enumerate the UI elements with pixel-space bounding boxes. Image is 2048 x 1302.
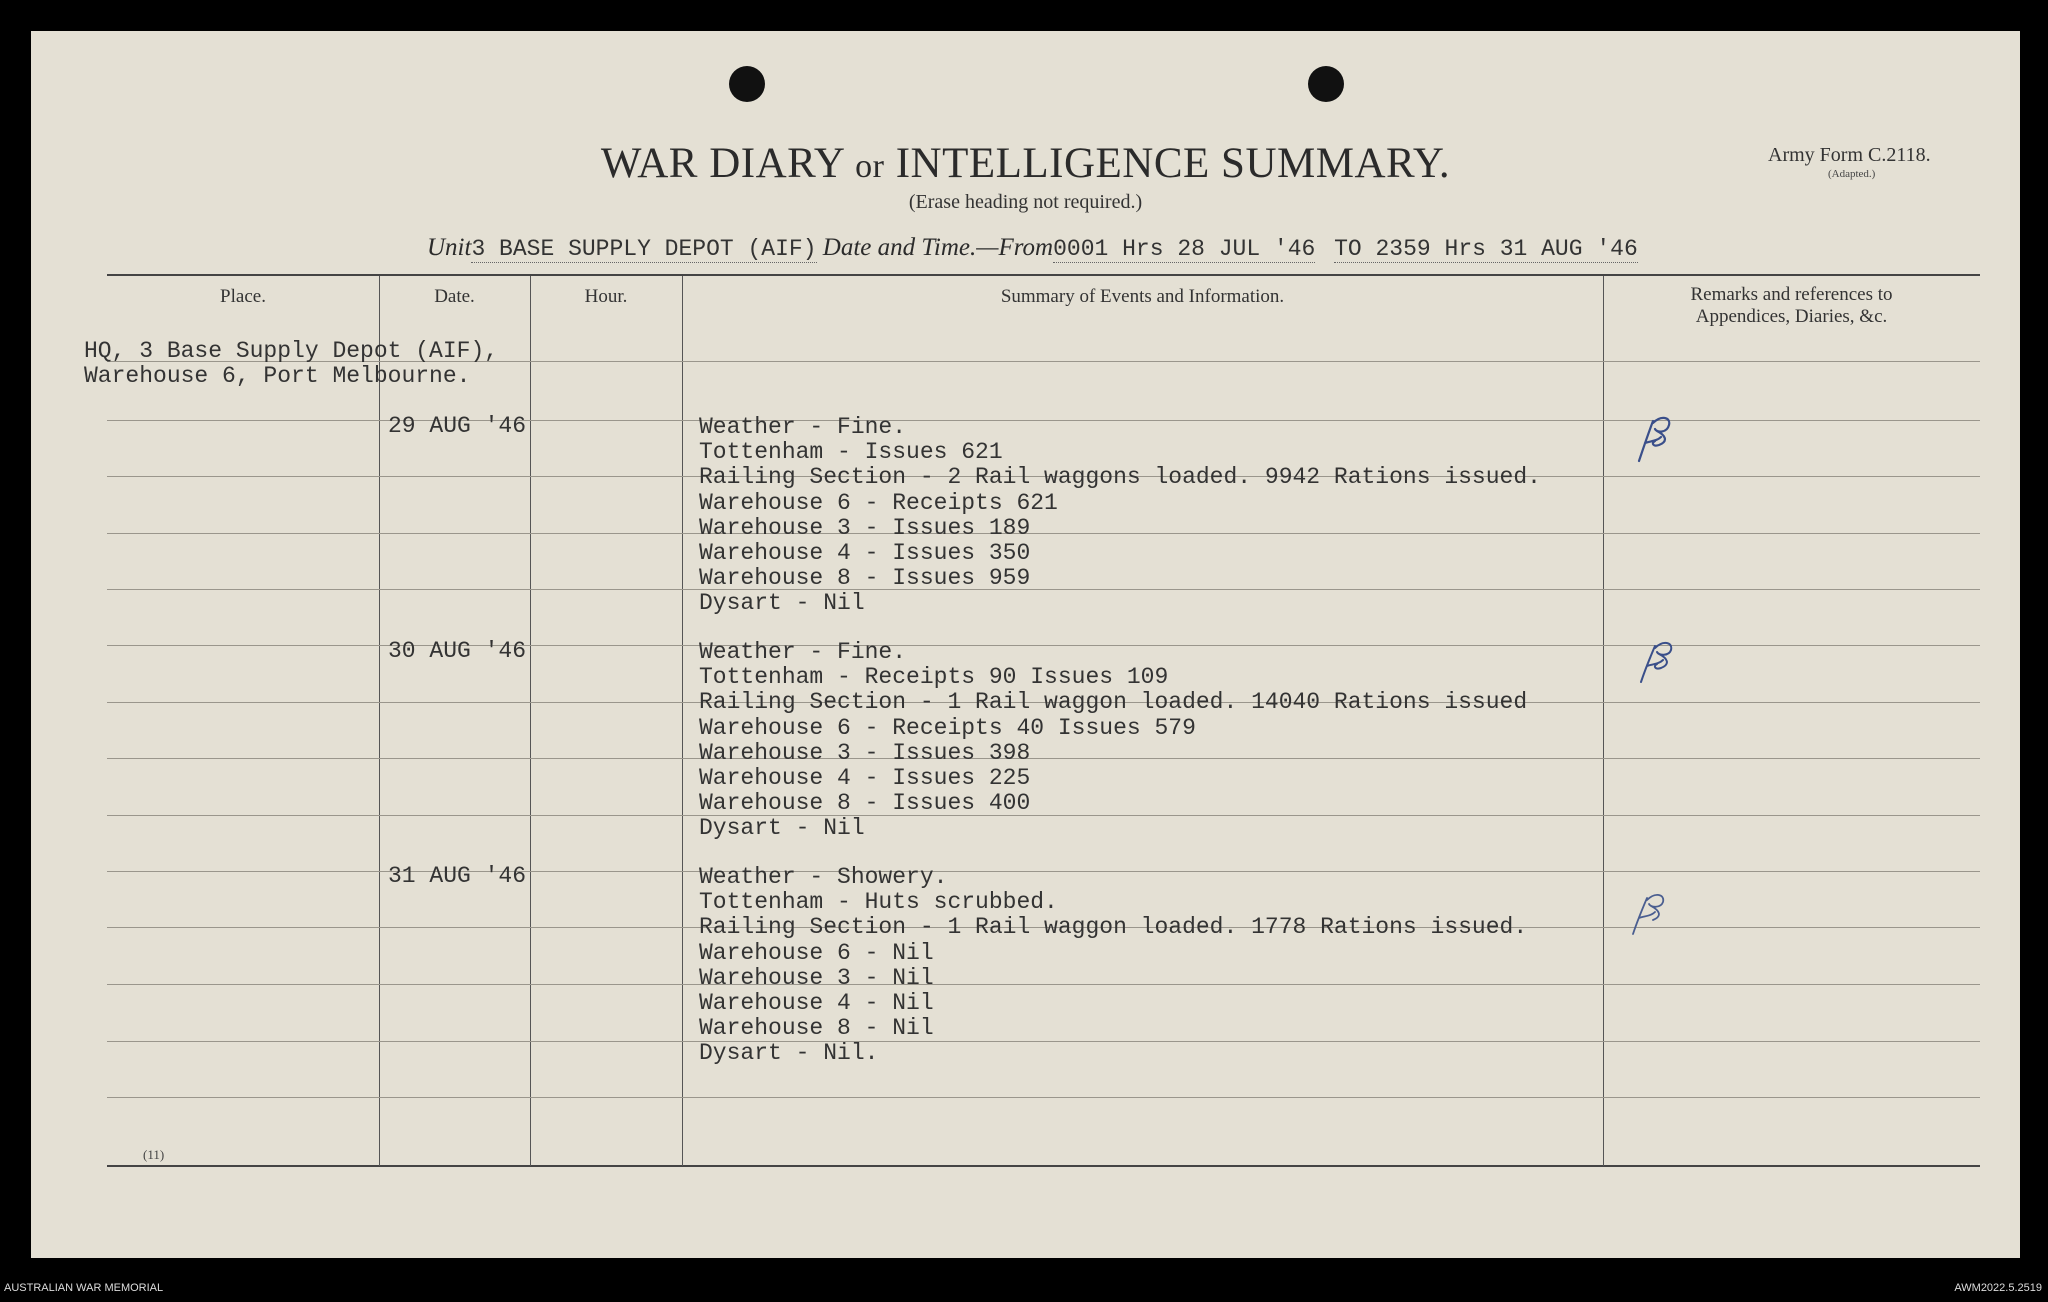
to-value: TO 2359 Hrs 31 AUG '46 bbox=[1334, 236, 1638, 262]
summary-line: Dysart - Nil. bbox=[699, 1040, 879, 1067]
from-value: 0001 Hrs 28 JUL '46 bbox=[1053, 236, 1316, 262]
table-top-rule bbox=[107, 274, 1980, 276]
column-header-summary: Summary of Events and Information. bbox=[1000, 286, 1285, 307]
summary-line: Warehouse 4 - Issues 350 bbox=[699, 539, 1031, 566]
summary-line: Weather - Fine. bbox=[699, 639, 907, 665]
summary-line: Warehouse 3 - Issues 398 bbox=[699, 739, 1031, 766]
summary-line: Railing Section - 2 Rail waggons loaded. 9942 Rations issued. bbox=[699, 464, 1541, 491]
table-bottom-rule bbox=[107, 1165, 1980, 1167]
page-title bbox=[31, 139, 2020, 188]
summary-line: Warehouse 6 - Nil bbox=[699, 939, 934, 966]
unit-value: 3 BASE SUPPLY DEPOT (AIF) bbox=[471, 236, 817, 262]
initials-mark bbox=[1629, 886, 1673, 938]
initials-mark bbox=[1637, 634, 1681, 686]
ruled-line bbox=[107, 1097, 1980, 1098]
column-header-remarks bbox=[1603, 284, 1980, 328]
summary-line: Warehouse 8 - Issues 400 bbox=[699, 790, 1031, 817]
army-form-label: Army Form C.2118. bbox=[1768, 144, 1931, 166]
summary-line: Railing Section - 1 Rail waggon loaded. 14040 Rations issued bbox=[699, 689, 1528, 716]
summary-line: Tottenham - Issues 621 bbox=[699, 439, 1003, 466]
initials-mark bbox=[1635, 411, 1679, 463]
entry-summary-3 bbox=[699, 865, 1527, 1067]
summary-line: Warehouse 4 - Nil bbox=[699, 989, 934, 1016]
entry-date-1: 29 AUG '46 bbox=[388, 413, 527, 439]
column-divider-date bbox=[530, 276, 531, 1166]
unit-line bbox=[427, 234, 1638, 262]
summary-line: Dysart - Nil bbox=[699, 815, 865, 842]
entry-date-3: 31 AUG '46 bbox=[388, 863, 527, 889]
remarks-header-line1: Remarks and references to bbox=[1690, 284, 1893, 305]
entry-summary-2 bbox=[699, 640, 1527, 842]
column-divider-place bbox=[379, 276, 380, 1166]
erase-note: (Erase heading not required.) bbox=[908, 191, 1143, 213]
place-line-1: HQ, 3 Base Supply Depot (AIF), bbox=[84, 338, 499, 364]
summary-line: Warehouse 8 - Nil bbox=[699, 1015, 934, 1042]
summary-line: Warehouse 4 - Issues 225 bbox=[699, 764, 1031, 791]
remarks-header-line2: Appendices, Diaries, &c. bbox=[1695, 306, 1888, 327]
summary-line: Tottenham - Receipts 90 Issues 109 bbox=[699, 664, 1169, 691]
punch-hole-right bbox=[1308, 66, 1344, 102]
column-divider-summary bbox=[1603, 276, 1604, 1166]
summary-line: Railing Section - 1 Rail waggon loaded. 1778 Rations issued. bbox=[699, 914, 1528, 941]
summary-line: Warehouse 6 - Receipts 40 Issues 579 bbox=[699, 714, 1196, 741]
summary-line: Warehouse 8 - Issues 959 bbox=[699, 565, 1031, 592]
title-or: or bbox=[855, 148, 885, 185]
summary-line: Warehouse 6 - Receipts 621 bbox=[699, 489, 1058, 516]
unit-label: Unit bbox=[427, 234, 472, 261]
place-line-2: Warehouse 6, Port Melbourne. bbox=[84, 363, 471, 389]
summary-line: Weather - Showery. bbox=[699, 864, 948, 890]
adapted-label: (Adapted.) bbox=[1828, 168, 1876, 180]
summary-line: Warehouse 3 - Nil bbox=[699, 964, 934, 991]
punch-hole-left bbox=[729, 66, 765, 102]
entry-summary-1 bbox=[699, 415, 1541, 617]
entry-date-2: 30 AUG '46 bbox=[388, 638, 527, 664]
title-part-b: INTELLIGENCE SUMMARY. bbox=[895, 140, 1451, 187]
summary-line: Tottenham - Huts scrubbed. bbox=[699, 889, 1058, 916]
summary-line: Weather - Fine. bbox=[699, 414, 907, 440]
column-divider-hour bbox=[682, 276, 683, 1166]
title-part-a: WAR DIARY bbox=[600, 140, 844, 187]
summary-line: Dysart - Nil bbox=[699, 590, 865, 617]
form-number: (11) bbox=[143, 1147, 165, 1162]
column-header-date: Date. bbox=[434, 286, 475, 307]
summary-line: Warehouse 3 - Issues 189 bbox=[699, 514, 1031, 541]
archive-credit: AUSTRALIAN WAR MEMORIAL bbox=[4, 1282, 164, 1294]
archive-reference: AWM2022.5.2519 bbox=[1954, 1282, 2042, 1294]
column-header-place: Place. bbox=[220, 286, 266, 307]
column-header-hour: Hour. bbox=[584, 286, 628, 307]
date-time-label: Date and Time.—From bbox=[822, 234, 1054, 261]
place-cell bbox=[84, 339, 498, 389]
diary-page bbox=[31, 31, 2020, 1258]
